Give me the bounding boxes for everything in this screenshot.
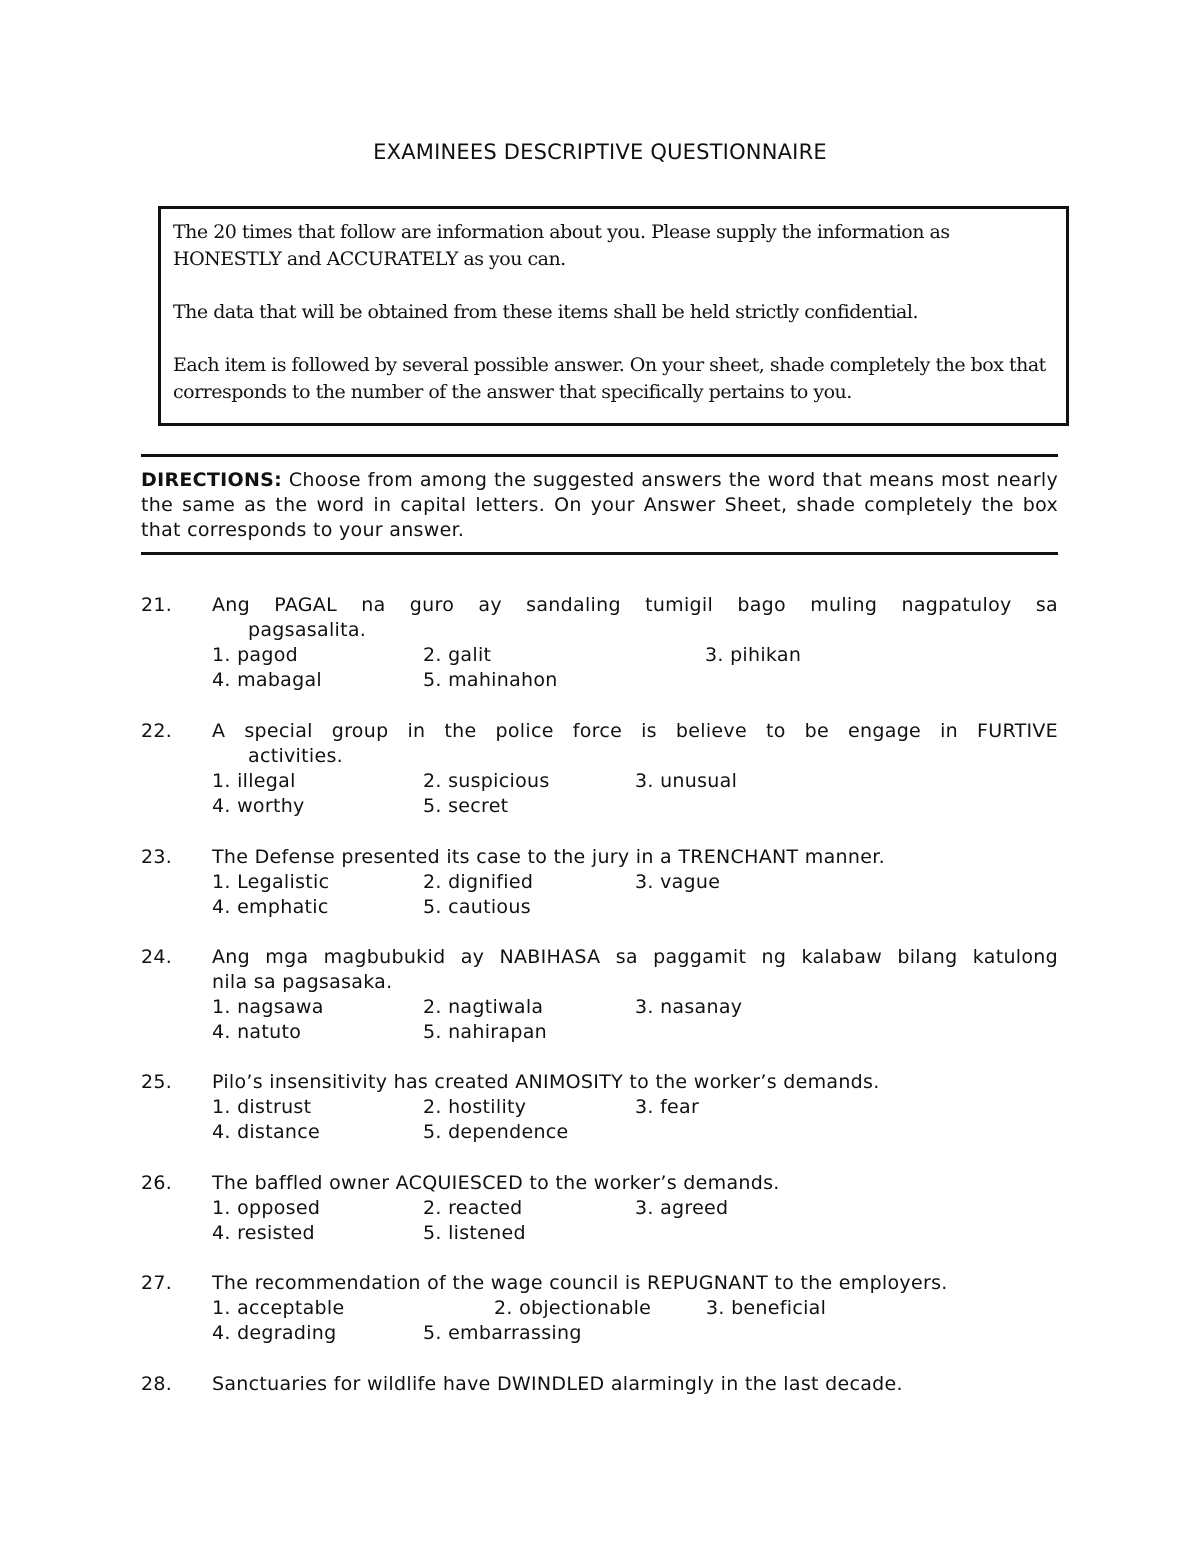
answer-option: 4. degrading: [212, 1322, 337, 1344]
question-stem: Ang mga magbubukid ay NABIHASA sa paggamit ng kalabaw bilang katulong: [212, 946, 1058, 968]
answer-option: 3. vague: [635, 871, 721, 893]
directions-label: DIRECTIONS:: [141, 469, 283, 491]
question-stem-continued: activities.: [248, 745, 343, 767]
directions-text: Choose from among the suggested answers the word that means most nearly the same as the word in capital letters. On your Answer Sheet, shade completely the box that corresponds to your answer.: [141, 469, 1058, 541]
answer-option: 5. dependence: [423, 1121, 569, 1143]
directions: [141, 468, 1058, 543]
divider-top: [141, 454, 1058, 457]
answer-option: 5. cautious: [423, 896, 531, 918]
answer-option: 2. suspicious: [423, 770, 550, 792]
question-number: 22.: [141, 720, 173, 742]
question-number: 25.: [141, 1071, 173, 1093]
answer-option: 1. distrust: [212, 1096, 312, 1118]
answer-option: 1. acceptable: [212, 1297, 345, 1319]
question-item: [141, 593, 1058, 693]
answer-option: 1. pagod: [212, 644, 299, 666]
answer-option: 2. objectionable: [494, 1297, 652, 1319]
answer-option: 2. hostility: [423, 1096, 527, 1118]
answer-option: 5. mahinahon: [423, 669, 558, 691]
answer-option: 4. mabagal: [212, 669, 323, 691]
question-stem: A special group in the police force is believe to be engage in FURTIVE: [212, 720, 1058, 742]
answer-option: 4. emphatic: [212, 896, 329, 918]
question-stem: Ang PAGAL na guro ay sandaling tumigil bago muling nagpatuloy sa: [212, 594, 1058, 616]
question-stem: Pilo’s insensitivity has created ANIMOSITY to the worker’s demands.: [212, 1071, 880, 1093]
question-stem-continued: pagsasalita.: [248, 619, 367, 641]
question-stem: The Defense presented its case to the jury in a TRENCHANT manner.: [212, 846, 885, 868]
answer-option: 5. secret: [423, 795, 509, 817]
answer-option: 5. nahirapan: [423, 1021, 547, 1043]
answer-option: 3. fear: [635, 1096, 700, 1118]
answer-option: 3. nasanay: [635, 996, 743, 1018]
answer-option: 1. illegal: [212, 770, 296, 792]
answer-option: 2. dignified: [423, 871, 534, 893]
question-stem: The recommendation of the wage council is REPUGNANT to the employers.: [212, 1272, 948, 1294]
answer-option: 4. natuto: [212, 1021, 302, 1043]
question-number: 21.: [141, 594, 173, 616]
instructions-paragraph: The 20 times that follow are information about you. Please supply the information as HONESTLY and ACCURATELY as you can.: [173, 221, 950, 270]
instructions-paragraph: Each item is followed by several possible answer. On your sheet, shade completely the box that corresponds to the number of the answer that specifically pertains to you.: [173, 354, 1046, 403]
question-item: [141, 845, 1058, 920]
question-item: [141, 945, 1058, 1045]
question-item: [141, 719, 1058, 819]
answer-option: 4. resisted: [212, 1222, 315, 1244]
answer-option: 4. worthy: [212, 795, 305, 817]
answer-option: 2. galit: [423, 644, 492, 666]
question-stem: The baffled owner ACQUIESCED to the worker’s demands.: [212, 1172, 780, 1194]
answer-option: 3. beneficial: [706, 1297, 827, 1319]
answer-option: 1. Legalistic: [212, 871, 330, 893]
instructions-box: [158, 206, 1069, 426]
question-number: 24.: [141, 946, 173, 968]
divider-bottom: [141, 552, 1058, 555]
question-stem-continued: nila sa pagsasaka.: [212, 971, 393, 993]
question-number: 27.: [141, 1272, 173, 1294]
question-item: [141, 1271, 1058, 1346]
instructions-paragraph: The data that will be obtained from these items shall be held strictly confidential.: [173, 301, 918, 323]
answer-option: 1. nagsawa: [212, 996, 324, 1018]
question-item: [141, 1372, 1058, 1397]
answer-option: 3. agreed: [635, 1197, 729, 1219]
question-item: [141, 1171, 1058, 1246]
answer-option: 3. pihikan: [705, 644, 802, 666]
answer-option: 3. unusual: [635, 770, 738, 792]
page-title: EXAMINEES DESCRIPTIVE QUESTIONNAIRE: [373, 140, 827, 164]
answer-option: 4. distance: [212, 1121, 320, 1143]
question-item: [141, 1070, 1058, 1145]
question-number: 28.: [141, 1373, 173, 1395]
answer-option: 2. reacted: [423, 1197, 523, 1219]
question-number: 26.: [141, 1172, 173, 1194]
answer-option: 5. embarrassing: [423, 1322, 582, 1344]
question-stem: Sanctuaries for wildlife have DWINDLED alarmingly in the last decade.: [212, 1373, 903, 1395]
answer-option: 5. listened: [423, 1222, 526, 1244]
answer-option: 1. opposed: [212, 1197, 321, 1219]
question-number: 23.: [141, 846, 173, 868]
answer-option: 2. nagtiwala: [423, 996, 544, 1018]
